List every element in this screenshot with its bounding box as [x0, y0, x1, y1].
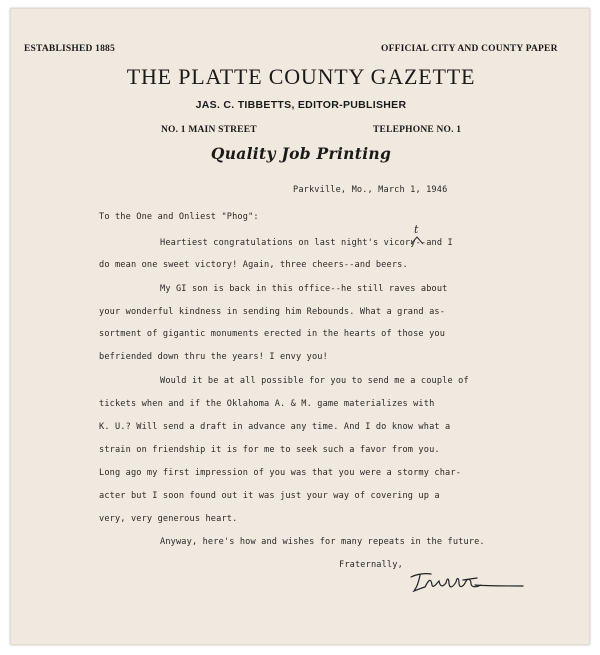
letter-line: My GI son is back in this office--he still raves about	[160, 284, 448, 294]
letter-line: Would it be at all possible for you to send me a couple of	[160, 376, 469, 386]
letter-line: very, very generous heart.	[99, 514, 238, 524]
letter-line: Anyway, here's how and wishes for many repeats in the future.	[160, 537, 485, 547]
closing: Fraternally,	[339, 560, 403, 570]
letter-line: K. U.? Will send a draft in advance any time. And I do know what a	[99, 422, 451, 432]
salutation: To the One and Onliest "Phog":	[99, 212, 259, 222]
official-paper-line: OFFICIAL CITY AND COUNTY PAPER	[381, 44, 558, 54]
letter-line: Heartiest congratulations on last night's vicory--and I	[160, 238, 453, 248]
letter-line: tickets when and if the Oklahoma A. & M. game materializes with	[99, 399, 435, 409]
letter-line: do mean one sweet victory! Again, three cheers--and beers.	[99, 260, 408, 270]
letter-line: Long ago my first impression of you was that you were a stormy char-	[99, 468, 462, 478]
address-line: NO. 1 MAIN STREET	[161, 125, 257, 135]
letter-line: sortment of gigantic monuments erected in the hearts of those you	[99, 329, 446, 339]
letter-line: befriended down thru the years! I envy you!	[99, 352, 328, 362]
letter-line: your wonderful kindness in sending him Rebounds. What a grand as-	[99, 307, 446, 317]
signature	[405, 569, 535, 595]
handwritten-correction: t	[414, 223, 419, 236]
letter-line: strain on friendship it is for me to seek such a favor from you.	[99, 445, 440, 455]
paper-title: THE PLATTE COUNTY GAZETTE	[126, 64, 476, 89]
dateline: Parkville, Mo., March 1, 1946	[293, 185, 448, 195]
slogan: Quality Job Printing	[210, 144, 392, 163]
established-line: ESTABLISHED 1885	[24, 44, 115, 54]
letter-sheet	[10, 8, 590, 645]
editor-line: JAS. C. TIBBETTS, EDITOR-PUBLISHER	[195, 99, 407, 111]
telephone-line: TELEPHONE NO. 1	[373, 125, 462, 135]
letter-line: acter but I soon found out it was just your way of covering up a	[99, 491, 440, 501]
caret-mark	[410, 235, 424, 245]
